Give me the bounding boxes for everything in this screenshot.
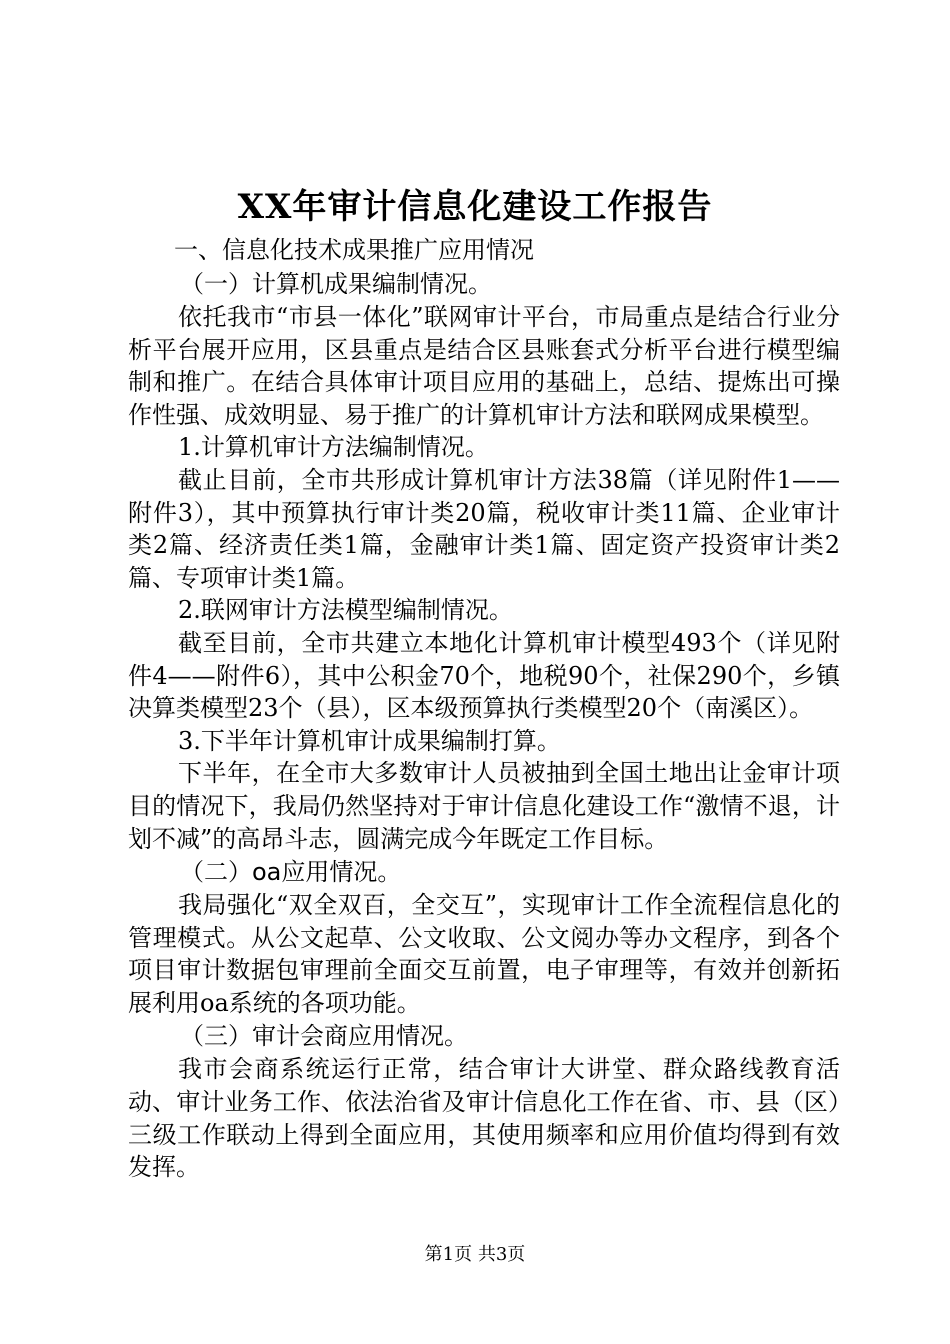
subsection-heading: （三）审计会商应用情况。 (180, 1022, 468, 1051)
section-heading: 一、信息化技术成果推广应用情况 (174, 236, 534, 264)
numbered-item-heading: 3.下半年计算机审计成果编制打算。 (178, 726, 561, 755)
document-title: XX年审计信息化建设工作报告 (237, 187, 713, 227)
paragraph: 依托我市“市县一体化”联网审计平台，市局重点是结合行业分析平台展开应用，区县重点是结合区县账套式分析平台进行模型编制和推广。在结合具体审计项目应用的基础上，总结、提炼出可操作性强、成效明显、易于推广的计算机审计方法和联网成果模型。 (128, 303, 840, 429)
paragraph: 我市会商系统运行正常，结合审计大讲堂、群众路线教育活动、审计业务工作、依法治省及审计信息化工作在省、市、县（区）三级工作联动上得到全面应用，其使用频率和应用价值均得到有效发挥。 (128, 1055, 840, 1182)
subsection-heading: （二）oa应用情况。 (180, 858, 402, 887)
paragraph: 我局强化“双全双百，全交互”，实现审计工作全流程信息化的管理模式。从公文起草、公文收取、公文阅办等办文程序，到各个项目审计数据包审理前全面交互前置，电子审理等，有效并创新拓展利用oa系统的各项功能。 (128, 891, 840, 1017)
subsection-heading: （一）计算机成果编制情况。 (180, 270, 492, 298)
page-footer: 第1页 共3页 (424, 1244, 526, 1265)
paragraph: 截止目前，全市共形成计算机审计方法38篇（详见附件1——附件3），其中预算执行审计类20篇，税收审计类11篇、企业审计类2篇、经济责任类1篇，金融审计类1篇、固定资产投资审计类2篇、专项审计类1篇。 (128, 465, 840, 592)
paragraph: 下半年，在全市大多数审计人员被抽到全国土地出让金审计项目的情况下，我局仍然坚持对于审计信息化建设工作“激情不退，计划不减”的高昂斗志，圆满完成今年既定工作目标。 (128, 759, 840, 853)
paragraph: 截至目前，全市共建立本地化计算机审计模型493个（详见附件4——附件6），其中公积金70个，地税90个，社保290个，乡镇决算类模型23个（县），区本级预算执行类模型20个（南溪区）。 (128, 628, 840, 723)
document-body (128, 233, 840, 1184)
numbered-item-heading: 1.计算机审计方法编制情况。 (178, 433, 489, 462)
numbered-item-heading: 2.联网审计方法模型编制情况。 (178, 596, 513, 625)
